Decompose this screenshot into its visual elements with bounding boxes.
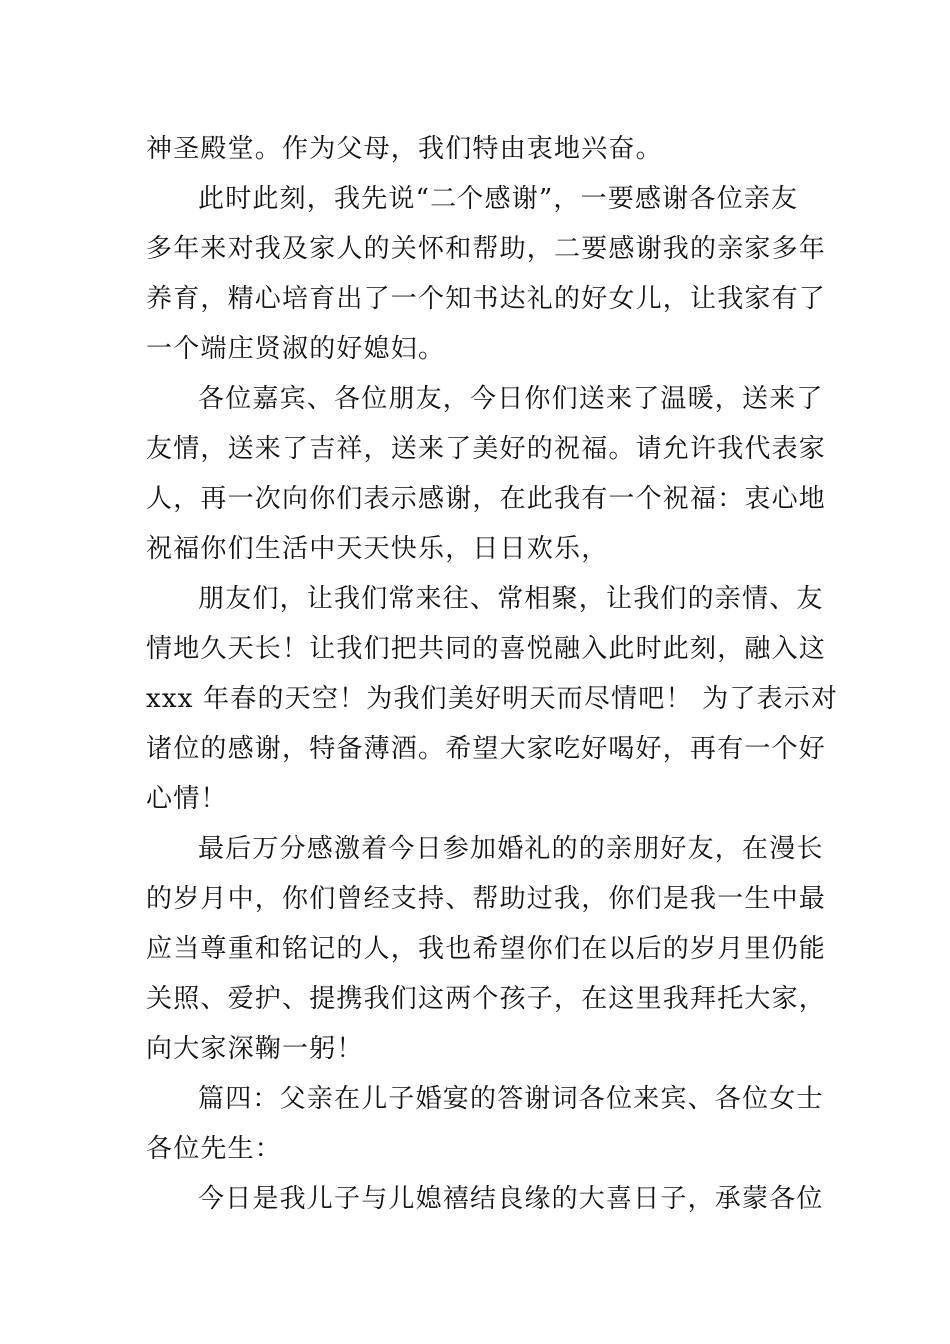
text-line: 一个端庄贤淑的好媳妇。	[146, 334, 446, 364]
text-line: 的岁月中，你们曾经支持、帮助过我，你们是我一生中最	[146, 884, 827, 914]
text-line: 应当尊重和铭记的人，我也希望你们在以后的岁月里仍能	[146, 934, 827, 964]
text-line: 各位先生：	[146, 1134, 283, 1164]
text-line: 诸位的感谢，特备薄酒。希望大家吃好喝好，再有一个好	[146, 734, 827, 764]
text-line: 情地久天长！让我们把共同的喜悦融入此时此刻，融入这	[146, 634, 827, 664]
paragraph-first-line: 今日是我儿子与儿媳禧结良缘的大喜日子，承蒙各位	[198, 1184, 824, 1214]
text-line: 养育，精心培育出了一个知书达礼的好女儿，让我家有了	[146, 284, 827, 314]
text-line: 心情！	[146, 784, 228, 814]
text-line: 祝福你们生活中天天快乐，日日欢乐，	[146, 534, 609, 564]
paragraph-first-line: 朋友们，让我们常来往、常相聚，让我们的亲情、友	[198, 584, 824, 614]
paragraph-first-line: 此时此刻，我先说“二个感谢”，一要感谢各位亲友	[198, 184, 799, 214]
text-line: 人，再一次向你们表示感谢，在此我有一个祝福：衷心地	[146, 484, 827, 514]
paragraph-first-line: 各位嘉宾、各位朋友，今日你们送来了温暖，送来了	[198, 384, 824, 414]
text-line: 神圣殿堂。作为父母，我们特由衷地兴奋。	[146, 134, 663, 164]
text-line: 多年来对我及家人的关怀和帮助，二要感谢我的亲家多年	[146, 234, 827, 264]
paragraph-first-line: 最后万分感激着今日参加婚礼的的亲朋好友，在漫长	[198, 834, 824, 864]
text-line: xxx 年春的天空！为我们美好明天而尽情吧！ 为了表示对	[146, 684, 839, 714]
text-line: 友情，送来了吉祥，送来了美好的祝福。请允许我代表家	[146, 434, 827, 464]
paragraph-first-line: 篇四：父亲在儿子婚宴的答谢词各位来宾、各位女士	[198, 1084, 824, 1114]
text-line: 向大家深鞠一躬！	[146, 1034, 364, 1064]
text-line: 关照、爱护、提携我们这两个孩子，在这里我拜托大家，	[146, 984, 827, 1014]
